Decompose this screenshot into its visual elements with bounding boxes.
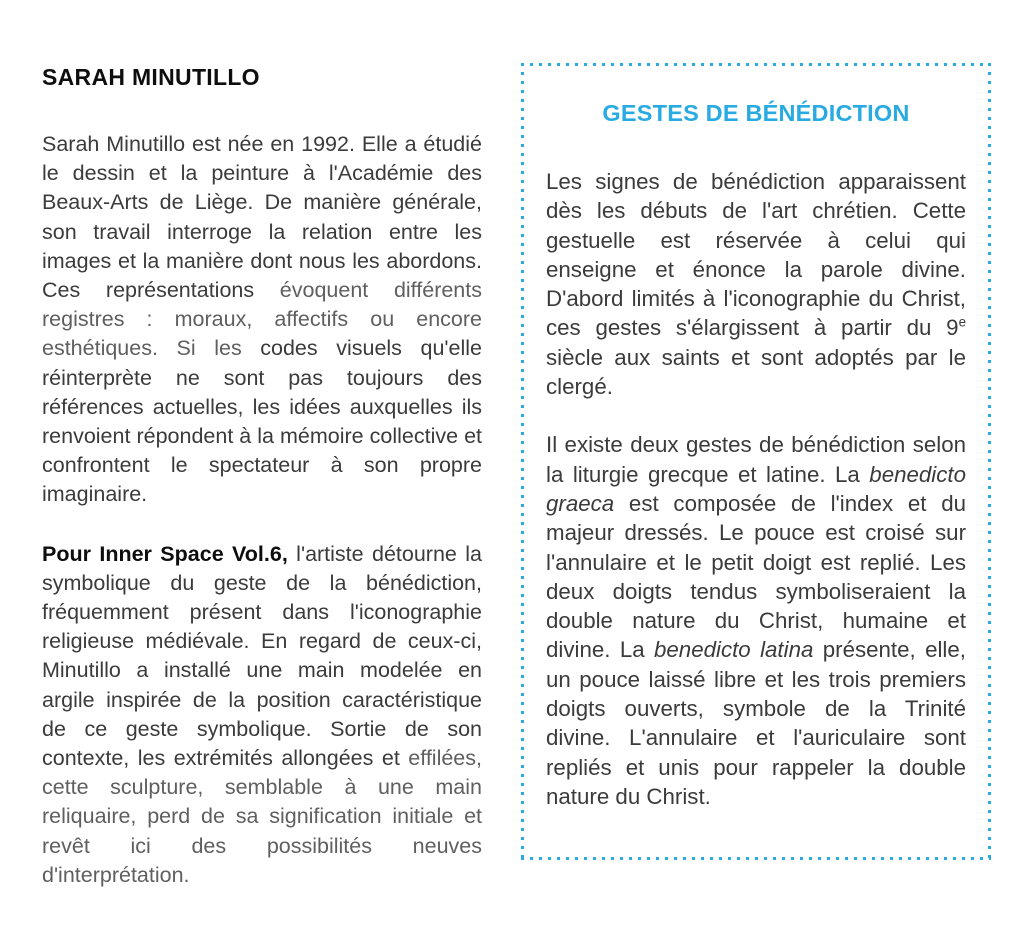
- info-box-paragraphs: [546, 167, 966, 811]
- artist-bio-paragraphs: [42, 130, 482, 890]
- artist-name-heading: SARAH MINUTILLO: [42, 64, 260, 90]
- text-segment: Sarah Minutillo est née en 1992. Elle a étudié le dessin et la peinture à l'Académie des Beaux-Arts de Liège. De manière générale, son travail interroge la relation entre les images et la manière dont nous les abordons. Ces représentations: [42, 132, 482, 303]
- text-segment: présente, elle, un pouce laissé libre et les trois premiers doigts ouverts, symbole de la Trinité divine. L'annulaire et l'auriculaire sont repliés et unis pour rappeler la double nature du Christ.: [546, 637, 966, 809]
- text-segment: est composée de l'index et du majeur dressés. Le pouce est croisé sur l'annulaire et le petit doigt est replié. Les deux doigts tendus symboliseraient la double nature du Christ, humaine et divine. La: [546, 490, 966, 663]
- text-segment: effilées, cette sculpture, semblable à une main reliquaire, perd de sa signification initiale et revêt ici des possibilités neuves d'interprétation.: [42, 746, 482, 887]
- artist-bio-section: [42, 64, 482, 890]
- benediction-info-box: [521, 63, 991, 860]
- paragraph: [546, 167, 966, 401]
- text-segment: Il existe deux gestes de bénédiction selon la liturgie grecque et latine. La: [546, 432, 966, 487]
- text-segment: benedicto latina: [654, 637, 814, 663]
- text-segment: e: [958, 315, 966, 331]
- text-segment: l'artiste détourne la symbolique du geste de la bénédiction, fréquemment présent dans l'iconographie religieuse médiévale. En regard de ceux-ci, Minutillo a installé une main modelée en argile inspirée de la position caractéristique de ce geste symbolique. Sortie de son contexte, les extrémités allongées et: [42, 541, 482, 771]
- text-segment: Les signes de bénédiction apparaissent dès les débuts de l'art chrétien. Cette gestuelle est réservée à celui qui enseigne et énonce la parole divine. D'abord limités à l'iconographie du Christ, ces gestes s'élargissent à partir du 9: [546, 169, 966, 341]
- info-box-title: GESTES DE BÉNÉDICTION: [602, 100, 910, 126]
- text-segment: Pour Inner Space Vol.6,: [42, 541, 288, 566]
- text-segment: benedicto graeca: [546, 461, 966, 516]
- paragraph: [42, 130, 482, 510]
- text-segment: siècle aux saints et sont adoptés par le clergé.: [546, 344, 966, 400]
- paragraph: [42, 540, 482, 890]
- text-segment: codes visuels qu'elle réinterprète ne sont pas toujours des références actuelles, les idées auxquelles ils renvoient répondent à la mémoire collective et confrontent le spectateur à son propre imaginaire.: [42, 336, 482, 507]
- text-segment: évoquent différents registres : moraux, affectifs ou encore esthétiques. Si les: [42, 278, 482, 361]
- paragraph: [546, 430, 966, 811]
